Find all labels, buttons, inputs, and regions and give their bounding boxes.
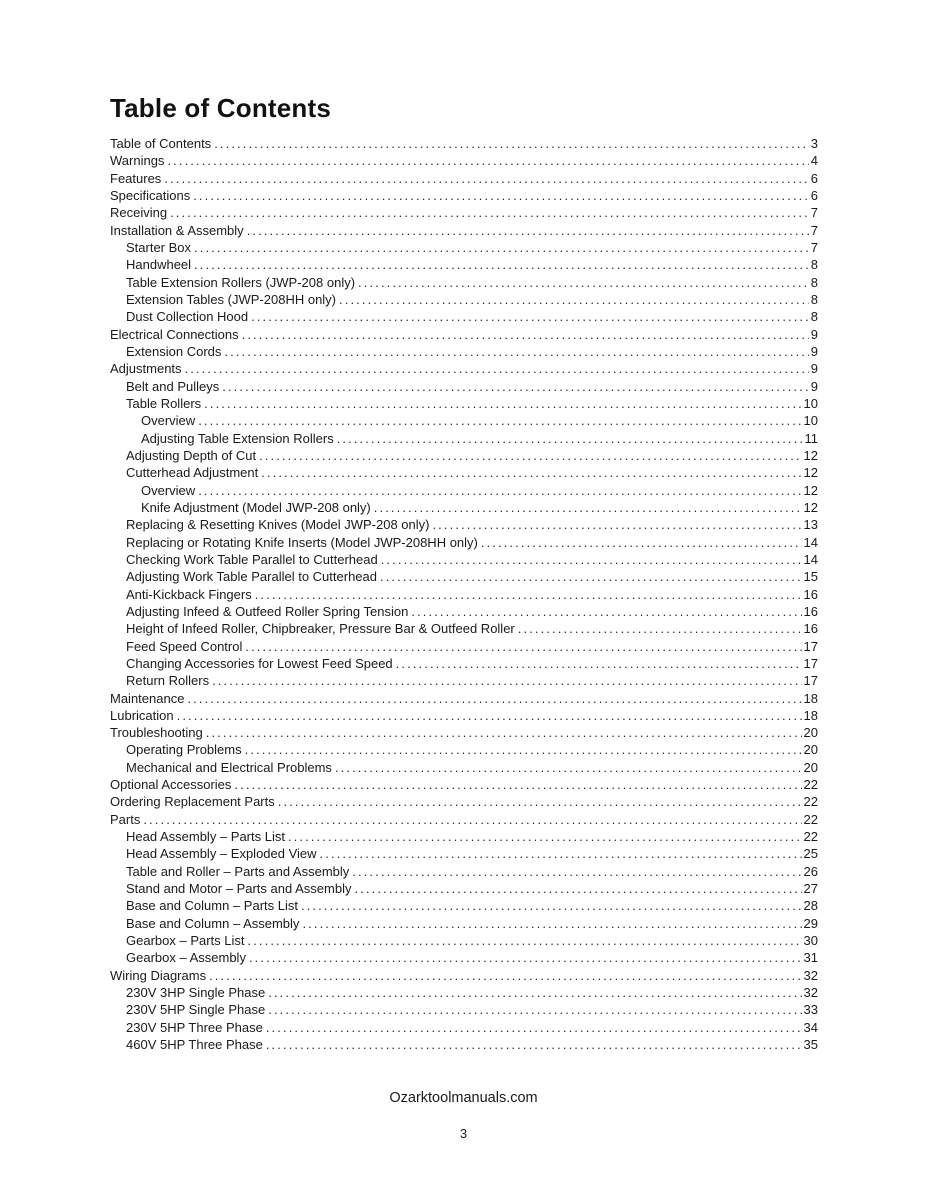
- toc-entry: [110, 135, 818, 152]
- toc-entry-page: 20: [803, 742, 818, 758]
- toc-entry-label: Overview: [141, 413, 196, 429]
- toc-entry-page: 14: [803, 534, 818, 550]
- toc-entry-label: Operating Problems: [126, 742, 242, 758]
- toc-entry-label: Troubleshooting: [110, 725, 203, 741]
- toc-entry: [110, 499, 818, 516]
- toc-entry-label: Anti-Kickback Fingers: [126, 586, 252, 602]
- toc-entry: [110, 828, 818, 845]
- toc-leader-dots: [204, 395, 801, 412]
- toc-entry: [110, 534, 818, 551]
- toc-entry: [110, 1036, 818, 1053]
- toc-entry-page: 12: [803, 482, 818, 498]
- toc-entry-page: 17: [803, 655, 818, 671]
- toc-entry-label: Handwheel: [126, 257, 192, 273]
- toc-entry-page: 8: [810, 291, 818, 307]
- toc-entry: [110, 568, 818, 585]
- toc-entry-page: 11: [804, 430, 818, 446]
- toc-entry: [110, 655, 818, 672]
- toc-entry-label: Adjusting Work Table Parallel to Cutterhead: [126, 569, 377, 585]
- toc-entry-page: 22: [803, 829, 818, 845]
- toc-entry-label: Warnings: [110, 153, 165, 169]
- toc-entry-page: 9: [810, 343, 818, 359]
- toc-entry: [110, 811, 818, 828]
- toc-entry-page: 22: [803, 777, 818, 793]
- toc-entry-page: 16: [803, 603, 818, 619]
- toc-entry-label: Receiving: [110, 205, 168, 221]
- toc-leader-dots: [374, 499, 802, 516]
- toc-entry-label: Table and Roller – Parts and Assembly: [126, 863, 350, 879]
- toc-entry-page: 7: [810, 222, 818, 238]
- toc-leader-dots: [411, 603, 801, 620]
- toc-entry-page: 30: [803, 933, 818, 949]
- toc-entry-label: Table of Contents: [110, 136, 212, 151]
- footer-page-number: 3: [459, 1126, 468, 1141]
- toc-entry: [110, 1001, 818, 1018]
- toc-entry: [110, 239, 818, 256]
- toc-entry-page: 12: [803, 447, 818, 463]
- toc-entry: [110, 915, 818, 932]
- toc-entry-label: Adjusting Depth of Cut: [126, 447, 257, 463]
- toc-leader-dots: [164, 170, 808, 187]
- toc-entry-page: 15: [803, 569, 818, 585]
- toc-entry-label: Adjusting Infeed & Outfeed Roller Spring Tension: [126, 603, 409, 619]
- toc-entry-page: 6: [810, 187, 818, 203]
- toc-leader-dots: [255, 586, 802, 603]
- toc-entry-label: 230V 5HP Three Phase: [126, 1019, 263, 1035]
- toc-entry-label: Replacing or Rotating Knife Inserts (Model JWP-208HH only): [126, 534, 478, 550]
- toc-leader-dots: [214, 135, 809, 152]
- toc-entry-page: 31: [803, 950, 818, 966]
- toc-leader-dots: [249, 949, 802, 966]
- toc-entry-page: 14: [803, 551, 818, 567]
- toc-entry: [110, 724, 818, 741]
- toc-entry-page: 4: [810, 153, 818, 169]
- toc-entry-page: 10: [803, 395, 818, 411]
- toc-leader-dots: [396, 655, 802, 672]
- toc-leader-dots: [170, 204, 809, 221]
- toc-entry-label: Head Assembly – Exploded View: [126, 846, 317, 862]
- toc-leader-dots: [339, 291, 809, 308]
- toc-entry-label: Stand and Motor – Parts and Assembly: [126, 881, 352, 897]
- toc-leader-dots: [268, 984, 801, 1001]
- toc-entry: [110, 603, 818, 620]
- toc-leader-dots: [266, 1036, 802, 1053]
- toc-leader-dots: [143, 811, 801, 828]
- document-page: [110, 0, 818, 1053]
- toc-entry-page: 22: [803, 794, 818, 810]
- toc-entry-page: 20: [803, 759, 818, 775]
- toc-entry-page: 26: [803, 863, 818, 879]
- toc-entry-page: 3: [810, 136, 818, 151]
- footer-site-name: Ozarktoolmanuals.com: [389, 1090, 538, 1106]
- toc-entry-label: Return Rollers: [126, 673, 210, 689]
- toc-entry: [110, 343, 818, 360]
- toc-entry: [110, 863, 818, 880]
- toc-leader-dots: [481, 534, 802, 551]
- toc-leader-dots: [248, 932, 802, 949]
- toc-entry-label: Wiring Diagrams: [110, 967, 207, 983]
- toc-entry-page: 9: [810, 361, 818, 377]
- toc-entry: [110, 741, 818, 758]
- toc-entry-label: Adjusting Table Extension Rollers: [141, 430, 334, 446]
- toc-entry: [110, 586, 818, 603]
- toc-leader-dots: [193, 187, 809, 204]
- toc-entry-page: 17: [803, 673, 818, 689]
- toc-leader-dots: [198, 412, 801, 429]
- toc-leader-dots: [380, 568, 802, 585]
- toc-entry-label: Optional Accessories: [110, 777, 232, 793]
- toc-entry-label: Maintenance: [110, 690, 185, 706]
- toc-entry-label: Ordering Replacement Parts: [110, 794, 275, 810]
- toc-entry: [110, 204, 818, 221]
- toc-leader-dots: [206, 724, 802, 741]
- toc-entry-page: 25: [803, 846, 818, 862]
- toc-entry-page: 18: [803, 707, 818, 723]
- page-title: Table of Contents: [110, 93, 332, 123]
- toc-entry: [110, 308, 818, 325]
- toc-leader-dots: [337, 430, 803, 447]
- toc-entry: [110, 551, 818, 568]
- toc-entry-label: Starter Box: [126, 239, 192, 255]
- toc-entry-page: 17: [803, 638, 818, 654]
- toc-entry-page: 22: [803, 811, 818, 827]
- toc-leader-dots: [335, 759, 802, 776]
- toc-leader-dots: [222, 378, 809, 395]
- toc-entry: [110, 256, 818, 273]
- toc-entry-label: Adjustments: [110, 361, 182, 377]
- toc-entry-label: Belt and Pulleys: [126, 378, 220, 394]
- toc-entry: [110, 776, 818, 793]
- toc-leader-dots: [432, 516, 801, 533]
- toc-entry-page: 16: [803, 621, 818, 637]
- toc-entry-label: Table Extension Rollers (JWP-208 only): [126, 274, 356, 290]
- toc-list: [110, 135, 818, 1053]
- toc-leader-dots: [302, 915, 801, 932]
- toc-entry: [110, 482, 818, 499]
- toc-entry-label: Overview: [141, 482, 196, 498]
- toc-entry-page: 6: [810, 170, 818, 186]
- toc-entry: [110, 690, 818, 707]
- toc-entry-page: 35: [803, 1037, 818, 1053]
- toc-entry-label: 460V 5HP Three Phase: [126, 1037, 263, 1053]
- toc-entry: [110, 291, 818, 308]
- toc-entry-label: Base and Column – Assembly: [126, 915, 300, 931]
- toc-entry: [110, 949, 818, 966]
- toc-entry: [110, 845, 818, 862]
- toc-leader-dots: [234, 776, 801, 793]
- toc-leader-dots: [301, 897, 802, 914]
- toc-leader-dots: [177, 707, 802, 724]
- toc-entry-label: Dust Collection Hood: [126, 309, 249, 325]
- toc-entry-page: 32: [803, 985, 818, 1001]
- toc-entry: [110, 967, 818, 984]
- toc-entry-page: 10: [803, 413, 818, 429]
- toc-entry-label: Knife Adjustment (Model JWP-208 only): [141, 499, 371, 515]
- toc-entry: [110, 378, 818, 395]
- toc-entry-label: Cutterhead Adjustment: [126, 465, 259, 481]
- toc-entry: [110, 880, 818, 897]
- toc-entry-page: 7: [810, 239, 818, 255]
- toc-entry-label: Head Assembly – Parts List: [126, 829, 285, 845]
- toc-entry-page: 7: [810, 205, 818, 221]
- toc-entry-label: Height of Infeed Roller, Chipbreaker, Pressure Bar & Outfeed Roller: [126, 621, 515, 637]
- toc-entry: [110, 360, 818, 377]
- toc-entry-label: Specifications: [110, 187, 191, 203]
- toc-entry-label: Gearbox – Assembly: [126, 950, 246, 966]
- toc-leader-dots: [261, 464, 801, 481]
- toc-entry-page: 8: [810, 309, 818, 325]
- toc-entry: [110, 412, 818, 429]
- toc-entry-page: 8: [810, 257, 818, 273]
- toc-entry-page: 12: [803, 499, 818, 515]
- toc-entry: [110, 897, 818, 914]
- toc-entry-page: 34: [803, 1019, 818, 1035]
- toc-leader-dots: [242, 326, 809, 343]
- toc-entry: [110, 430, 818, 447]
- toc-entry-label: Checking Work Table Parallel to Cutterhead: [126, 551, 378, 567]
- toc-leader-dots: [518, 620, 802, 637]
- toc-leader-dots: [251, 308, 809, 325]
- toc-leader-dots: [167, 152, 808, 169]
- toc-leader-dots: [194, 239, 809, 256]
- toc-leader-dots: [194, 256, 809, 273]
- toc-entry-label: Replacing & Resetting Knives (Model JWP-208 only): [126, 517, 430, 533]
- toc-entry-page: 9: [810, 326, 818, 342]
- toc-entry-label: Extension Tables (JWP-208HH only): [126, 291, 337, 307]
- toc-leader-dots: [209, 967, 801, 984]
- toc-entry: [110, 274, 818, 291]
- toc-entry-page: 9: [810, 378, 818, 394]
- toc-leader-dots: [266, 1019, 802, 1036]
- toc-leader-dots: [198, 482, 801, 499]
- toc-entry-label: 230V 5HP Single Phase: [126, 1002, 266, 1018]
- toc-leader-dots: [224, 343, 808, 360]
- toc-entry-page: 12: [803, 465, 818, 481]
- toc-entry: [110, 707, 818, 724]
- toc-entry: [110, 152, 818, 169]
- toc-leader-dots: [288, 828, 802, 845]
- toc-entry-label: Gearbox – Parts List: [126, 933, 245, 949]
- toc-leader-dots: [187, 690, 801, 707]
- toc-entry: [110, 932, 818, 949]
- toc-entry-label: Electrical Connections: [110, 326, 239, 342]
- toc-entry: [110, 984, 818, 1001]
- toc-entry: [110, 170, 818, 187]
- toc-entry: [110, 464, 818, 481]
- toc-leader-dots: [358, 274, 809, 291]
- toc-entry-label: Mechanical and Electrical Problems: [126, 759, 332, 775]
- toc-leader-dots: [245, 638, 801, 655]
- toc-entry-page: 29: [803, 915, 818, 931]
- toc-entry-page: 8: [810, 274, 818, 290]
- toc-entry-page: 33: [803, 1002, 818, 1018]
- toc-entry: [110, 395, 818, 412]
- toc-leader-dots: [268, 1001, 801, 1018]
- toc-entry-page: 16: [803, 586, 818, 602]
- toc-entry-label: Features: [110, 170, 162, 186]
- toc-entry-page: 32: [803, 967, 818, 983]
- toc-entry: [110, 222, 818, 239]
- toc-entry-label: Parts: [110, 811, 141, 827]
- toc-entry: [110, 187, 818, 204]
- toc-entry-label: 230V 3HP Single Phase: [126, 985, 266, 1001]
- toc-entry-page: 20: [803, 725, 818, 741]
- toc-leader-dots: [381, 551, 802, 568]
- toc-entry-label: Lubrication: [110, 707, 174, 723]
- toc-entry: [110, 793, 818, 810]
- toc-entry: [110, 759, 818, 776]
- toc-leader-dots: [245, 741, 802, 758]
- toc-entry: [110, 1019, 818, 1036]
- toc-entry-label: Installation & Assembly: [110, 222, 244, 238]
- toc-entry-label: Table Rollers: [126, 395, 202, 411]
- toc-entry: [110, 516, 818, 533]
- toc-entry: [110, 326, 818, 343]
- toc-leader-dots: [259, 447, 801, 464]
- toc-leader-dots: [354, 880, 801, 897]
- toc-leader-dots: [247, 222, 809, 239]
- toc-entry: [110, 447, 818, 464]
- toc-entry-page: 27: [803, 881, 818, 897]
- toc-leader-dots: [212, 672, 801, 689]
- toc-leader-dots: [278, 793, 802, 810]
- toc-entry-label: Extension Cords: [126, 343, 222, 359]
- toc-leader-dots: [352, 863, 801, 880]
- toc-entry-label: Base and Column – Parts List: [126, 898, 298, 914]
- toc-entry: [110, 638, 818, 655]
- toc-entry: [110, 620, 818, 637]
- toc-entry-label: Changing Accessories for Lowest Feed Speed: [126, 655, 393, 671]
- toc-leader-dots: [185, 360, 809, 377]
- toc-entry: [110, 672, 818, 689]
- toc-entry-label: Feed Speed Control: [126, 638, 243, 654]
- toc-leader-dots: [320, 845, 802, 862]
- toc-entry-page: 13: [803, 517, 818, 533]
- toc-entry-page: 18: [803, 690, 818, 706]
- toc-entry-page: 28: [803, 898, 818, 914]
